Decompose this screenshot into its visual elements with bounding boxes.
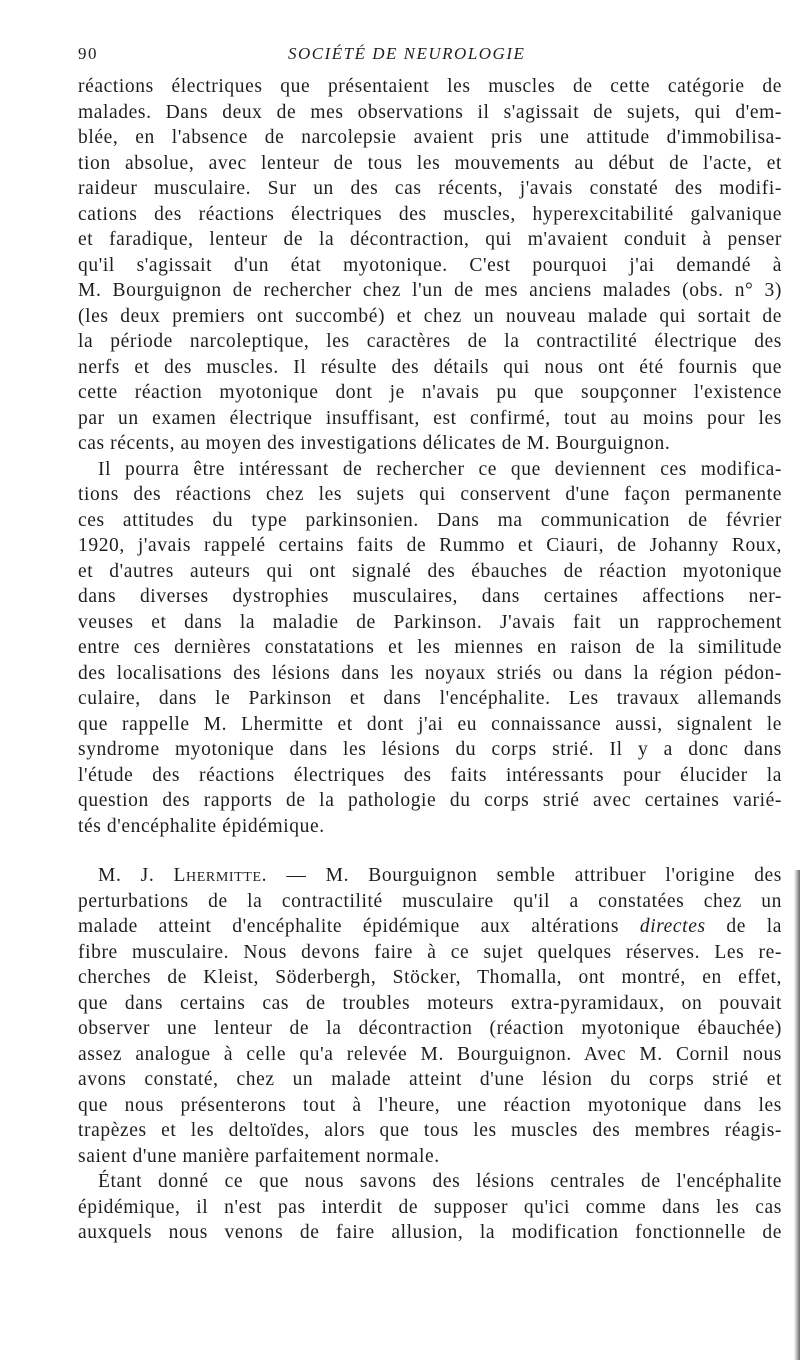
text-line: blée, en l'absence de narcolepsie avaient pris une attitude d'immobilisa-: [78, 127, 782, 148]
text-line: cas récents, au moyen des investigations délicates de M. Bourguignon.: [78, 433, 671, 454]
paragraph-4: [78, 1169, 782, 1246]
text-line: trapèzes et les deltoïdes, alors que tous les muscles des membres réagis-: [78, 1120, 782, 1141]
text-line: tion absolue, avec lenteur de tous les mouvements au début de l'acte, et: [78, 152, 782, 174]
text-line: réactions électriques que présentaient les muscles de cette catégorie de: [78, 76, 782, 97]
text-line: tés d'encéphalite épidémique.: [78, 815, 325, 837]
text-run: — M. Bourguignon semble attribuer l'origine des: [267, 865, 782, 886]
text-line: que nous présenterons tout à l'heure, une réaction myotonique dans les: [78, 1094, 782, 1116]
text-line: que dans certains cas de troubles moteurs extra-pyramidaux, on pouvait: [78, 992, 782, 1014]
running-title: SOCIÉTÉ DE NEUROLOGIE: [288, 44, 526, 63]
text-line: tions des réactions chez les sujets qui conservent d'une façon permanente: [78, 484, 782, 505]
text-line: [78, 863, 782, 889]
text-line: observer une lenteur de la décontraction (réaction myotonique ébauchée): [78, 1018, 782, 1039]
document-page: [78, 44, 782, 1246]
text-line: par un examen électrique insuffisant, est confirmé, tout au moins pour les: [78, 407, 782, 429]
text-line: avons constaté, chez un malade atteint d'une lésion du corps strié et: [78, 1069, 782, 1090]
text-line: [78, 914, 782, 940]
text-line: l'étude des réactions électriques des faits intéressants pour élucider la: [78, 764, 782, 786]
text-run: malade atteint d'encéphalite épidémique aux altérations: [78, 916, 620, 937]
text-line: que rappelle M. Lhermitte et dont j'ai eu connaissance aussi, signalent le: [78, 713, 782, 735]
text-line: assez analogue à celle qu'a relevée M. Bourguignon. Avec M. Cornil nous: [78, 1043, 782, 1065]
text-line: ces attitudes du type parkinsonien. Dans ma communication de février: [78, 509, 782, 531]
text-line: la période narcoleptique, les caractères de la contractilité électrique des: [78, 331, 782, 352]
text-line: malades. Dans deux de mes observations il s'agissait de sujets, qui d'em-: [78, 101, 782, 123]
text-line: cherches de Kleist, Söderbergh, Stöcker, Thomalla, ont montré, en effet,: [78, 967, 782, 988]
paragraph-2: [78, 457, 782, 840]
italic-word: directes: [639, 916, 706, 937]
paragraph-3: [78, 863, 782, 1169]
text-line: syndrome myotonique dans les lésions du corps strié. Il y a donc dans: [78, 739, 782, 760]
text-line: entre ces dernières constatations et les miennes en raison de la similitude: [78, 637, 782, 658]
text-line: Il pourra être intéressant de rechercher ce que deviennent ces modifica-: [98, 458, 782, 480]
text-line: fibre musculaire. Nous devons faire à ce sujet quelques réserves. Les re-: [78, 941, 782, 963]
text-line: 1920, j'avais rappelé certains faits de Rummo et Ciauri, de Johanny Roux,: [78, 535, 782, 556]
text-line: Étant donné ce que nous savons des lésions centrales de l'encéphalite: [98, 1171, 782, 1192]
running-header: [78, 44, 782, 74]
speaker-name: M. J. Lhermitte.: [98, 865, 268, 886]
text-line: et faradique, lenteur de la décontraction, qui m'avaient conduit à penser: [78, 229, 782, 250]
text-line: dans diverses dystrophies musculaires, dans certaines affections ner-: [78, 586, 782, 607]
text-line: et d'autres auteurs qui ont signalé des ébauches de réaction myotonique: [78, 560, 782, 582]
text-line: qu'il s'agissait d'un état myotonique. C'est pourquoi j'ai demandé à: [78, 254, 782, 276]
paragraph-gap: [78, 839, 782, 863]
text-run: de la: [705, 916, 783, 937]
text-line: raideur musculaire. Sur un des cas récents, j'avais constaté des modifi-: [78, 178, 782, 199]
text-line: cations des réactions électriques des muscles, hyperexcitabilité galvanique: [78, 203, 782, 225]
text-line: nerfs et des muscles. Il résulte des détails qui nous ont été fournis que: [78, 356, 782, 378]
page-edge-shadow: [794, 870, 800, 1360]
text-line: culaire, dans le Parkinson et dans l'encéphalite. Les travaux allemands: [78, 688, 782, 709]
paragraph-1: [78, 74, 782, 457]
page-number: 90: [78, 44, 98, 63]
text-line: auxquels nous venons de faire allusion, la modification fonctionnelle de: [78, 1222, 782, 1243]
text-line: M. Bourguignon de rechercher chez l'un de mes anciens malades (obs. n° 3): [78, 280, 782, 301]
text-line: (les deux premiers ont succombé) et chez un nouveau malade qui sortait de: [78, 305, 782, 327]
text-line: question des rapports de la pathologie du corps strié avec certaines varié-: [78, 790, 782, 811]
text-line: cette réaction myotonique dont je n'avais pu que soupçonner l'existence: [78, 382, 782, 403]
text-line: épidémique, il n'est pas interdit de supposer qu'ici comme dans les cas: [78, 1196, 782, 1218]
text-line: veuses et dans la maladie de Parkinson. J'avais fait un rapprochement: [78, 611, 782, 633]
text-line: des localisations des lésions dans les noyaux striés ou dans la région pédon-: [78, 662, 782, 684]
text-line: saient d'une manière parfaitement normale.: [78, 1145, 440, 1167]
text-line: perturbations de la contractilité musculaire qu'il a constatées chez un: [78, 890, 782, 912]
